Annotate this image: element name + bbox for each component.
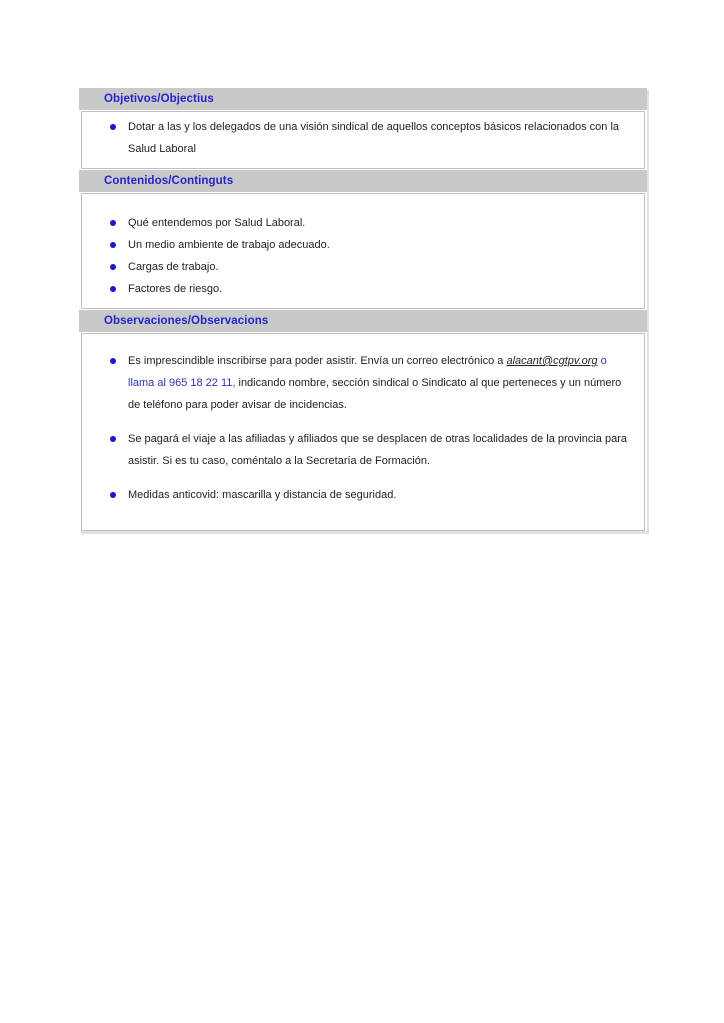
list-item (82, 234, 632, 256)
list-item-text: Cargas de trabajo. (128, 261, 219, 273)
section-body-contenidos (81, 193, 645, 309)
bullet-icon (110, 358, 116, 364)
bullet-icon (110, 436, 116, 442)
list-item (82, 350, 632, 416)
list-item-text (128, 355, 621, 411)
list-item-text: Dotar a las y los delegados de una visión sindical de aquellos conceptos básicos relacionados con la Salud Laboral (128, 121, 620, 155)
observaciones-list (82, 350, 632, 506)
course-info-table (79, 87, 647, 531)
bullet-icon (110, 264, 116, 270)
section-header-objetivos (79, 88, 647, 110)
section-title-contenidos: Contenidos/Continguts (104, 175, 234, 187)
list-item (82, 278, 632, 300)
phone-link[interactable]: o llama al 965 18 22 11, (128, 355, 607, 389)
list-item (82, 212, 632, 234)
list-item-text: Factores de riesgo. (128, 283, 223, 295)
bullet-icon (110, 286, 116, 292)
contenidos-list (82, 212, 632, 300)
objetivos-list (82, 116, 632, 160)
bullet-icon (110, 242, 116, 248)
list-item (82, 484, 632, 506)
section-title-objetivos: Objetivos/Objectius (104, 93, 214, 105)
section-header-contenidos (79, 170, 647, 192)
section-body-objetivos (81, 111, 645, 169)
list-item (82, 116, 632, 160)
inscription-text-pre: Es imprescindible inscribirse para poder asistir. Envía un correo electrónico a (128, 355, 507, 367)
bullet-icon (110, 124, 116, 130)
inscription-text-post: indicando nombre, sección sindical o Sindicato al que perteneces y un número de teléfono para poder avisar de incidencias. (128, 377, 622, 411)
list-item-text: Medidas anticovid: mascarilla y distancia de seguridad. (128, 489, 397, 501)
list-item-text: Un medio ambiente de trabajo adecuado. (128, 239, 330, 251)
section-body-observaciones (81, 333, 645, 531)
bullet-icon (110, 220, 116, 226)
list-item-text: Se pagará el viaje a las afiliadas y afiliados que se desplacen de otras localidades de la provincia para asistir. Si es tu caso, coméntalo a la Secretaría de Formación. (128, 433, 627, 467)
email-link[interactable]: alacant@cgtpv.org (506, 355, 598, 367)
section-header-observaciones (79, 310, 647, 332)
list-item (82, 256, 632, 278)
section-title-observaciones: Observaciones/Observacions (104, 315, 269, 327)
list-item (82, 428, 632, 472)
bullet-icon (110, 492, 116, 498)
list-item-text: Qué entendemos por Salud Laboral. (128, 217, 306, 229)
